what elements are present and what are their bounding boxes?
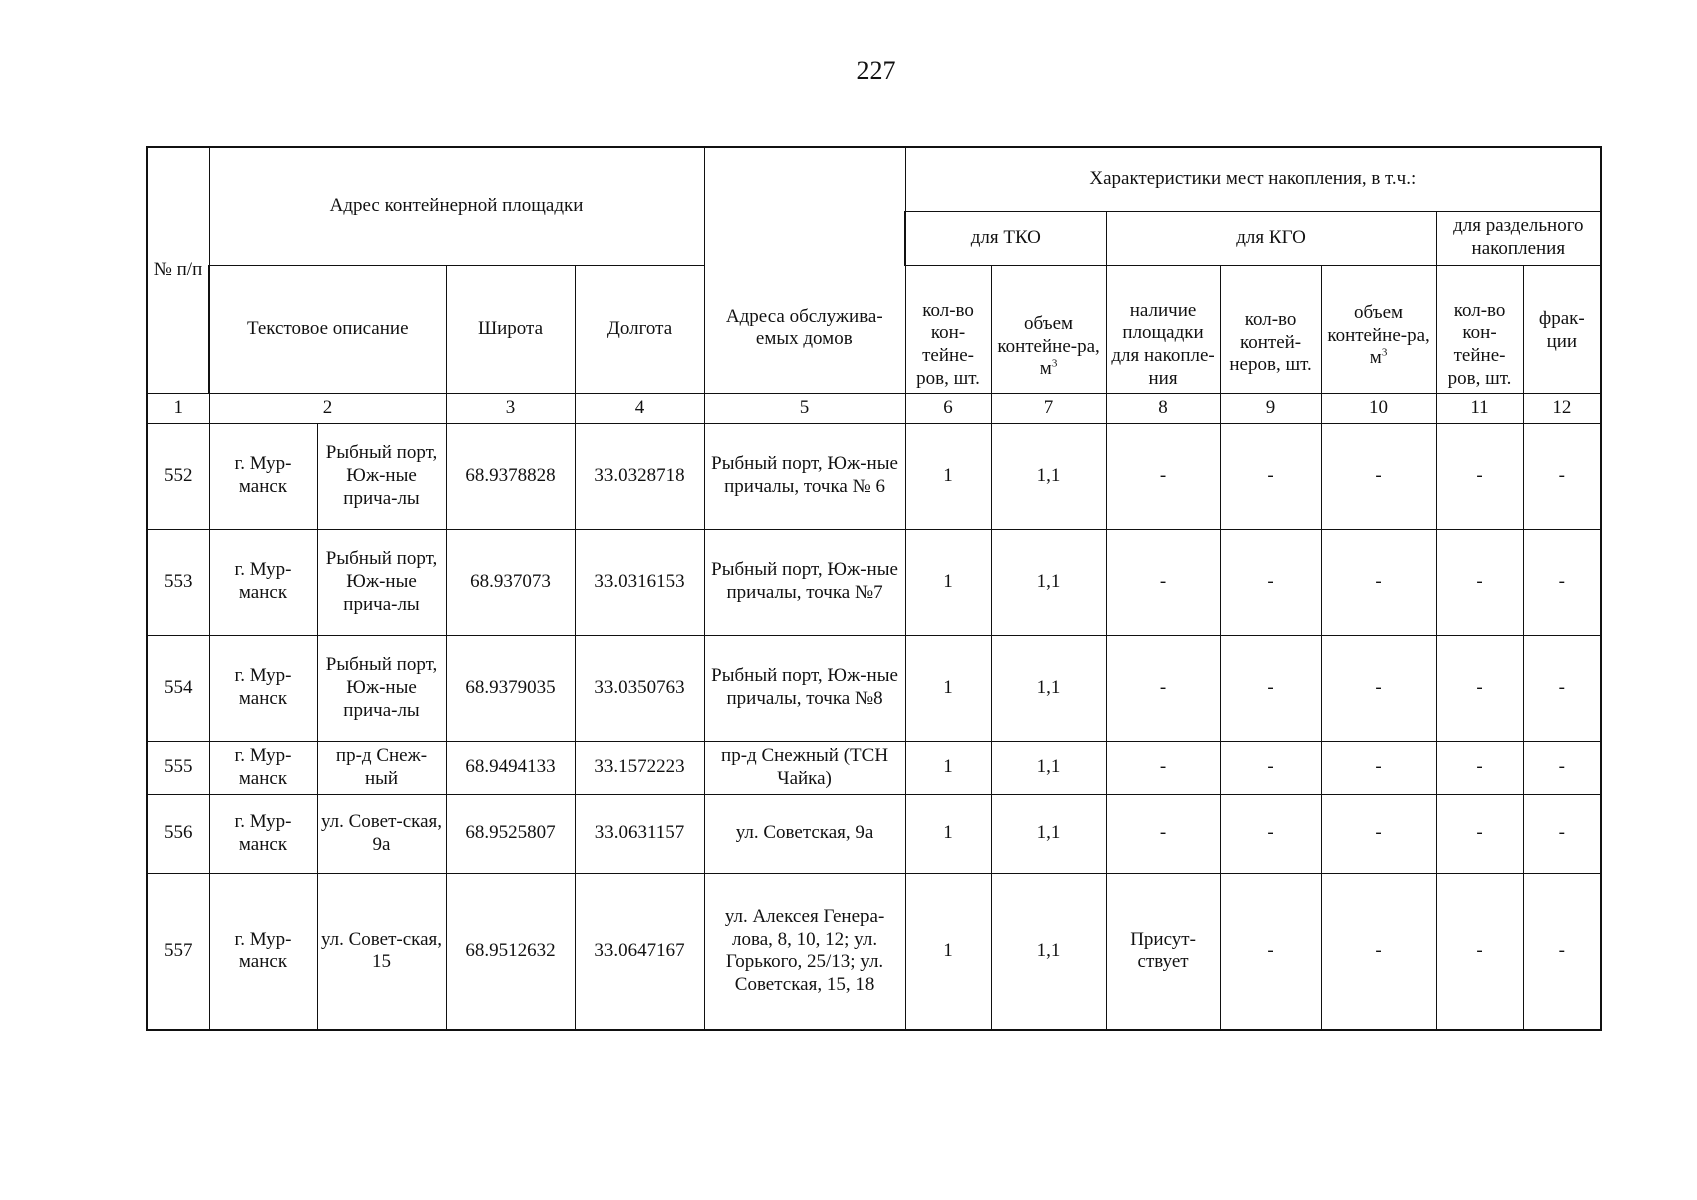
row-c8: - <box>1106 741 1220 794</box>
row-city: г. Мур-манск <box>209 794 317 873</box>
row-num: 553 <box>147 529 209 635</box>
header-tko: для ТКО <box>905 211 1106 265</box>
row-num: 555 <box>147 741 209 794</box>
row-city: г. Мур-манск <box>209 741 317 794</box>
row-c7: 1,1 <box>991 529 1106 635</box>
row-place: пр-д Снеж-ный <box>317 741 446 794</box>
table-row <box>147 794 1601 873</box>
row-c9: - <box>1220 741 1321 794</box>
row-c11: - <box>1436 873 1523 1030</box>
row-c10: - <box>1321 529 1436 635</box>
row-lon: 33.0350763 <box>575 635 704 741</box>
row-served: Рыбный порт, Юж-ные причалы, точка №7 <box>704 529 905 635</box>
col-num: 10 <box>1321 393 1436 423</box>
row-c11: - <box>1436 741 1523 794</box>
row-c9: - <box>1220 423 1321 529</box>
row-lon: 33.0647167 <box>575 873 704 1030</box>
row-c10: - <box>1321 873 1436 1030</box>
header-kgo: для КГО <box>1106 211 1436 265</box>
col-num: 9 <box>1220 393 1321 423</box>
row-city: г. Мур-манск <box>209 529 317 635</box>
col-num: 11 <box>1436 393 1523 423</box>
row-c11: - <box>1436 423 1523 529</box>
page-number: 227 <box>856 56 896 85</box>
row-c12: - <box>1523 794 1601 873</box>
row-c11: - <box>1436 635 1523 741</box>
row-lat: 68.937073 <box>446 529 575 635</box>
table-row <box>147 423 1601 529</box>
row-num: 556 <box>147 794 209 873</box>
row-served: пр-д Снежный (ТСН Чайка) <box>704 741 905 794</box>
row-place: ул. Совет-ская, 9а <box>317 794 446 873</box>
col-num: 3 <box>446 393 575 423</box>
row-c12: - <box>1523 529 1601 635</box>
row-served: ул. Алексея Генера-лова, 8, 10, 12; ул. Горького, 25/13; ул. Советская, 15, 18 <box>704 873 905 1030</box>
row-c6: 1 <box>905 741 991 794</box>
column-numbers-row <box>147 393 1601 423</box>
header-separate: для раздельного накопления <box>1436 211 1601 265</box>
header-tko-count: кол-во кон-тейне-ров, шт. <box>905 265 991 393</box>
row-lat: 68.9525807 <box>446 794 575 873</box>
col-num: 2 <box>209 393 446 423</box>
row-c10: - <box>1321 635 1436 741</box>
row-lon: 33.0631157 <box>575 794 704 873</box>
row-lat: 68.9378828 <box>446 423 575 529</box>
row-lat: 68.9494133 <box>446 741 575 794</box>
row-c6: 1 <box>905 635 991 741</box>
row-lat: 68.9512632 <box>446 873 575 1030</box>
col-num: 8 <box>1106 393 1220 423</box>
table-row <box>147 873 1601 1030</box>
row-place: Рыбный порт, Юж-ные прича-лы <box>317 423 446 529</box>
row-c8: - <box>1106 423 1220 529</box>
row-num: 554 <box>147 635 209 741</box>
row-c9: - <box>1220 794 1321 873</box>
col-num: 6 <box>905 393 991 423</box>
col-num: 4 <box>575 393 704 423</box>
row-c12: - <box>1523 635 1601 741</box>
header-text-description: Текстовое описание <box>209 265 446 393</box>
row-c7: 1,1 <box>991 635 1106 741</box>
row-lon: 33.0328718 <box>575 423 704 529</box>
row-c6: 1 <box>905 529 991 635</box>
header-latitude: Широта <box>446 265 575 393</box>
table-row <box>147 741 1601 794</box>
row-num: 557 <box>147 873 209 1030</box>
row-place: Рыбный порт, Юж-ные прича-лы <box>317 529 446 635</box>
header-served-addresses: Адреса обслужива-емых домов <box>704 147 905 393</box>
row-lon: 33.1572223 <box>575 741 704 794</box>
row-city: г. Мур-манск <box>209 423 317 529</box>
table-row <box>147 635 1601 741</box>
row-served: Рыбный порт, Юж-ные причалы, точка № 6 <box>704 423 905 529</box>
row-c8: - <box>1106 794 1220 873</box>
row-city: г. Мур-манск <box>209 635 317 741</box>
row-num: 552 <box>147 423 209 529</box>
row-served: Рыбный порт, Юж-ные причалы, точка №8 <box>704 635 905 741</box>
row-city: г. Мур-манск <box>209 873 317 1030</box>
row-c9: - <box>1220 529 1321 635</box>
row-c12: - <box>1523 741 1601 794</box>
header-num: № п/п <box>147 147 209 393</box>
col-num: 12 <box>1523 393 1601 423</box>
header-longitude: Долгота <box>575 265 704 393</box>
header-kgo-count: кол-во контей-неров, шт. <box>1220 265 1321 393</box>
row-c7: 1,1 <box>991 794 1106 873</box>
row-c10: - <box>1321 794 1436 873</box>
header-sep-fractions: фрак-ции <box>1523 265 1601 393</box>
header-address: Адрес контейнерной площадки <box>209 147 704 265</box>
container-sites-table <box>146 146 1602 1031</box>
row-place: Рыбный порт, Юж-ные прича-лы <box>317 635 446 741</box>
row-c8: - <box>1106 529 1220 635</box>
col-num: 5 <box>704 393 905 423</box>
table-row <box>147 529 1601 635</box>
header-tko-volume: объем контейне-ра, $м^3$ <box>991 265 1106 393</box>
row-lon: 33.0316153 <box>575 529 704 635</box>
row-c7: 1,1 <box>991 423 1106 529</box>
col-num: 1 <box>147 393 209 423</box>
row-c10: - <box>1321 741 1436 794</box>
row-c6: 1 <box>905 423 991 529</box>
col-num: 7 <box>991 393 1106 423</box>
row-c8: - <box>1106 635 1220 741</box>
row-c9: - <box>1220 873 1321 1030</box>
row-c12: - <box>1523 423 1601 529</box>
row-c9: - <box>1220 635 1321 741</box>
row-c8: Присут-ствует <box>1106 873 1220 1030</box>
row-c6: 1 <box>905 873 991 1030</box>
row-c10: - <box>1321 423 1436 529</box>
header-sep-count: кол-во кон-тейне-ров, шт. <box>1436 265 1523 393</box>
header-characteristics: Характеристики мест накопления, в т.ч.: <box>905 147 1601 211</box>
row-c11: - <box>1436 529 1523 635</box>
row-served: ул. Советская, 9а <box>704 794 905 873</box>
row-lat: 68.9379035 <box>446 635 575 741</box>
row-c7: 1,1 <box>991 741 1106 794</box>
row-c11: - <box>1436 794 1523 873</box>
row-c7: 1,1 <box>991 873 1106 1030</box>
row-c12: - <box>1523 873 1601 1030</box>
header-kgo-volume: объем контейне-ра, $м^3$ <box>1321 265 1436 393</box>
row-c6: 1 <box>905 794 991 873</box>
row-place: ул. Совет-ская, 15 <box>317 873 446 1030</box>
header-kgo-site: наличие площадки для накопле-ния <box>1106 265 1220 393</box>
